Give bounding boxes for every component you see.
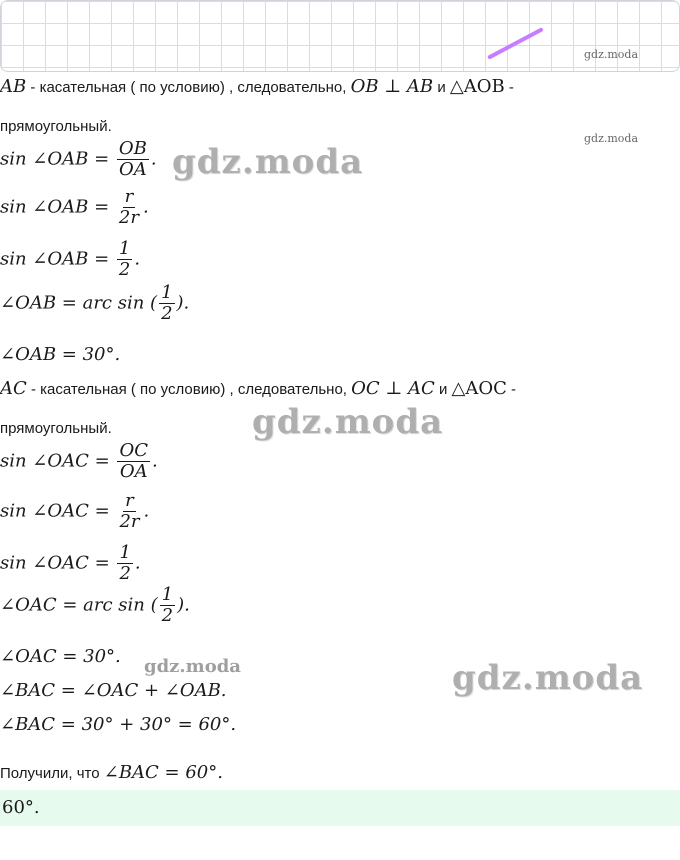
watermark-small: gdz.moda [584, 132, 639, 145]
answer-box [0, 790, 680, 826]
equation: ∠BAC = 30° + 30° = 60°. [0, 714, 237, 735]
equation: ∠OAC = arc sin ( $\frac{1}{2}$ ). [0, 584, 190, 626]
watermark-large: gdz.moda [172, 142, 364, 182]
equation: sin ∠OAC = $\frac{1}{2}$ . [0, 542, 141, 584]
equation: sin ∠OAB = $\frac{OB}{OA}$ . [0, 138, 157, 180]
watermark-large: gdz.moda [252, 402, 444, 442]
equation: ∠BAC = ∠OAC + ∠OAB. [0, 680, 227, 701]
equation: sin ∠OAB = $\frac{r}{2r}$ . [0, 186, 149, 228]
equation: ∠OAB = arc sin ( $\frac{1}{2}$ ). [0, 282, 190, 324]
statement-line: прямоугольный. [0, 420, 112, 437]
watermark-small: gdz.moda [584, 48, 639, 61]
graph-paper-header [0, 0, 680, 72]
statement-line: AB - касательная ( по условию) , следовательно, OB ⊥ AB и △AOB - [0, 76, 514, 97]
watermark-medium: gdz.moda [144, 656, 241, 677]
equation: ∠OAB = 30°. [0, 344, 121, 365]
watermark-large: gdz.moda [452, 658, 644, 698]
equation: sin ∠OAC = $\frac{OC}{OA}$ . [0, 440, 158, 482]
equation: sin ∠OAB = $\frac{1}{2}$ . [0, 238, 141, 280]
statement-line: AC - касательная ( по условию) , следовательно, OC ⊥ AC и △AOC - [0, 378, 517, 399]
answer-value: 60°. [2, 797, 40, 818]
equation: ∠OAC = 30°. [0, 646, 121, 667]
equation: sin ∠OAC = $\frac{r}{2r}$ . [0, 490, 150, 532]
statement-line: прямоугольный. [0, 118, 112, 135]
conclusion: Получили, что ∠BAC = 60°. [0, 762, 223, 783]
